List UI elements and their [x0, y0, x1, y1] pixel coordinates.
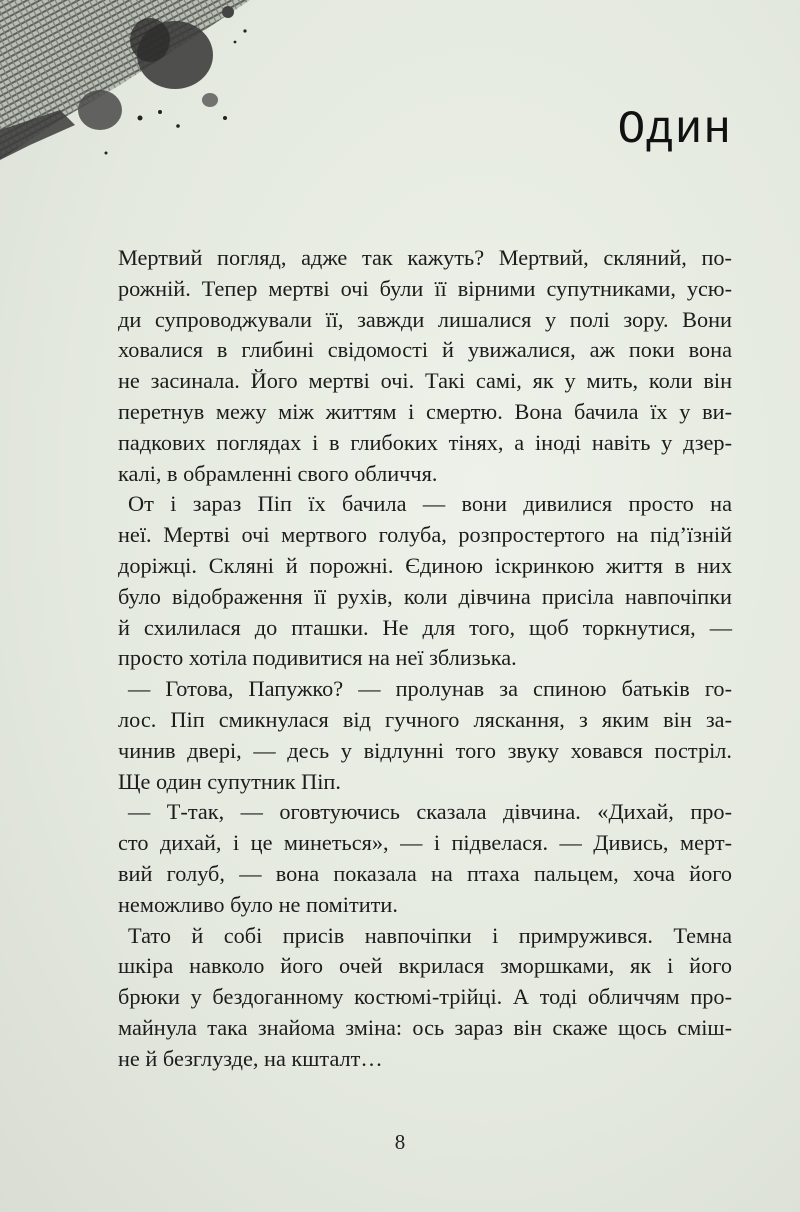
text-line: падкових поглядах і в глибоких тінях, а іноді навіть у дзер- — [118, 429, 732, 455]
text-line: просто хотіла подивитися на неї зблизька. — [118, 645, 517, 671]
ink-splatter-decoration — [0, 0, 260, 180]
text-line: неї. Мертві очі мертвого голуба, розпростертого на під’їзній — [118, 522, 732, 548]
chapter-body — [118, 243, 732, 1075]
text-line: рожній. Тепер мертві очі були її вірними супутниками, усю- — [118, 275, 732, 301]
text-line: Мертвий погляд, адже так кажуть? Мертвий, скляний, по- — [118, 245, 732, 270]
paragraph — [118, 797, 732, 920]
text-line: — Готова, Папужко? — пролунав за спиною батьків го- — [128, 676, 732, 702]
text-line: не й безглузде, на кшталт… — [118, 1045, 383, 1071]
text-line: Тато й собі присів навпочіпки і примружився. Темна — [128, 922, 732, 948]
paragraph — [118, 674, 732, 797]
text-line: було відображення її рухів, коли дівчина присіла навпочіпки — [118, 583, 732, 609]
paragraph — [118, 243, 732, 489]
text-line: майнула така знайома зміна: ось зараз він скаже щось смiш- — [118, 1014, 732, 1040]
text-line: ди супроводжували її, завжди лишалися у полі зору. Вони — [118, 306, 732, 332]
page-number: 8 — [394, 1130, 406, 1154]
text-line: сто дихай, і це минеться», — і підвелася. — Дивись, мерт- — [118, 830, 732, 856]
paragraph — [118, 489, 732, 674]
text-line: От і зараз Піп їх бачила — вони дивилися просто на — [128, 491, 732, 517]
text-line: неможливо було не помітити. — [118, 891, 398, 917]
text-line: не засинала. Його мертві очі. Такі самі, як у мить, коли він — [118, 368, 732, 394]
paragraph — [118, 921, 732, 1075]
text-line: перетнув межу між життям і смертю. Вона бачила їх у ви- — [118, 398, 732, 424]
text-line: ховалися в глибині свідомості й увижалися, аж поки вона — [118, 337, 732, 363]
chapter-title: Один — [617, 104, 732, 156]
text-line: — Т-так, — оговтуючись сказала дівчина. «Дихай, про- — [128, 799, 732, 825]
text-line: чинив двері, — десь у відлунні того звуку ховався постріл. — [118, 737, 732, 763]
text-line: вий голуб, — вона показала на птаха пальцем, хоча його — [118, 860, 732, 886]
text-line: калі, в обрамленні свого обличчя. — [118, 460, 438, 486]
text-line: й схилилася до пташки. Не для того, щоб торкнутися, — — [118, 614, 732, 640]
text-line: брюки у бездоганному костюмі-трійці. А тоді обличчям про- — [118, 984, 732, 1010]
text-line: Ще один супутник Піп. — [118, 768, 341, 794]
text-line: шкіра навколо його очей вкрилася зморшками, як і його — [118, 953, 732, 979]
text-line: доріжці. Скляні й порожні. Єдиною іскринкою життя в них — [118, 552, 732, 578]
text-line: лос. Піп смикнулася від гучного ляскання, з яким він за- — [118, 706, 732, 732]
